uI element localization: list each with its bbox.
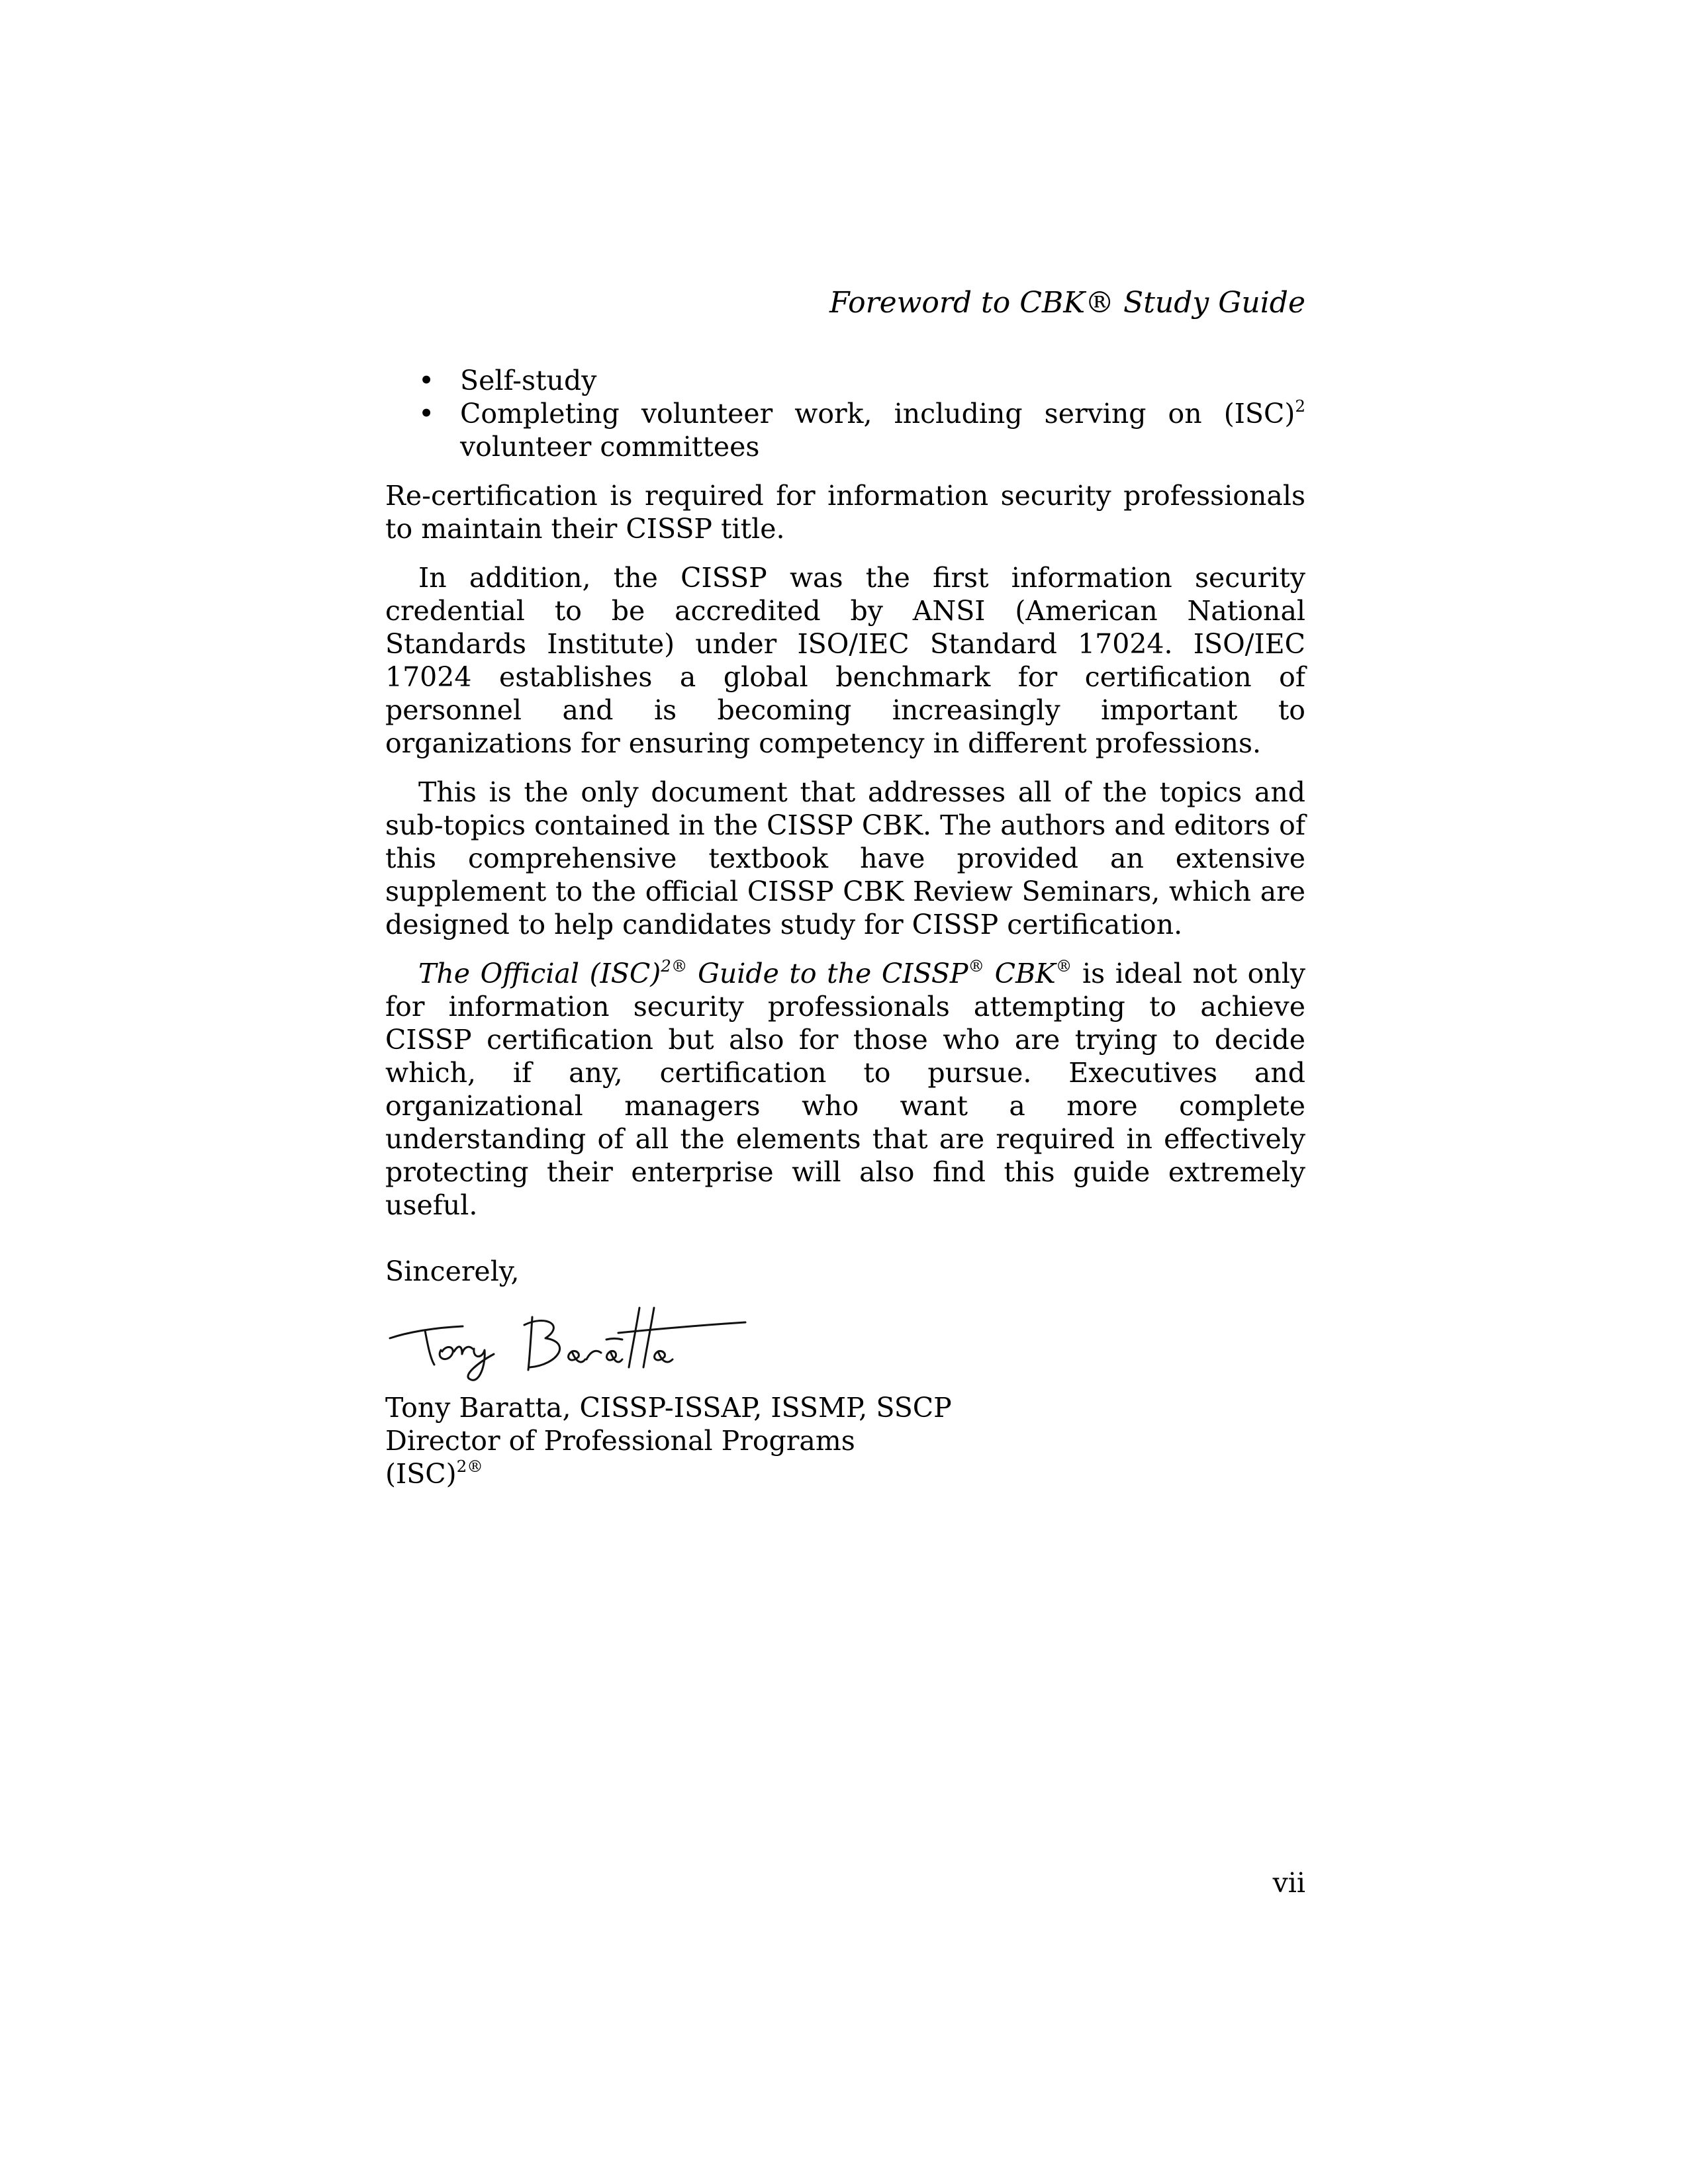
bullet-text: Completing volunteer work, including serving on (ISC) xyxy=(460,398,1295,430)
signature-block xyxy=(385,1391,1305,1490)
running-header: Foreword to CBK® Study Guide xyxy=(829,286,1305,320)
book-title-part: CBK xyxy=(984,958,1056,989)
organization-name: (ISC) xyxy=(385,1458,457,1490)
superscript: 2® xyxy=(456,1456,483,1476)
bullet-text: volunteer committees xyxy=(460,431,760,463)
paragraph-only-document: This is the only document that addresses all of the topics and sub-topics contained in the CISSP CBK. The authors and editors of this comprehensive textbook have provided an extensive supplement to the official CISSP CBK Review Seminars, which are designed to help candidates study for CISSP certification. xyxy=(385,776,1305,940)
bullet-item-volunteer xyxy=(385,397,1305,463)
book-title-part: Guide to the CISSP xyxy=(687,958,968,989)
superscript: 2 xyxy=(1295,396,1305,416)
signer-title: Director of Professional Programs xyxy=(385,1425,855,1457)
signer-organization xyxy=(385,1457,1305,1490)
page-number: vii xyxy=(1272,1867,1305,1899)
signer-name: Tony Baratta, CISSP-ISSAP, ISSMP, SSCP xyxy=(385,1392,952,1424)
paragraph-recertification: Re-certification is required for information security professionals to maintain their CISSP title. xyxy=(385,480,1305,545)
bullet-item-self-study: • Self-study xyxy=(385,364,1305,397)
book-title-part: The Official (ISC) xyxy=(418,958,661,989)
bullet-list xyxy=(385,364,1305,463)
paragraph-official-guide xyxy=(385,957,1305,1222)
salutation: Sincerely, xyxy=(385,1255,520,1287)
book-title xyxy=(418,958,1072,989)
paragraph-text: is ideal not only for information security professionals attempting to achieve CISSP certification but also for those who are trying to decide which, if any, certification to pursue. Executives and organizational managers who want a more complete understanding of all the elements that are required in effectively protecting their enterprise will also find this guide extremely useful. xyxy=(385,958,1305,1221)
page-body xyxy=(385,364,1305,1490)
paragraph-ansi: In addition, the CISSP was the first information security credential to be accredited by ANSI (American National Standards Institute) under ISO/IEC Standard 17024. ISO/IEC 17024 establishes a global benchmark for certification of personnel and is becoming increasingly important to organizations for ensuring competency in different professions. xyxy=(385,562,1305,759)
superscript: ® xyxy=(1055,956,1072,976)
superscript: 2® xyxy=(661,956,688,976)
superscript: ® xyxy=(968,956,985,976)
signature-image xyxy=(380,1298,751,1391)
